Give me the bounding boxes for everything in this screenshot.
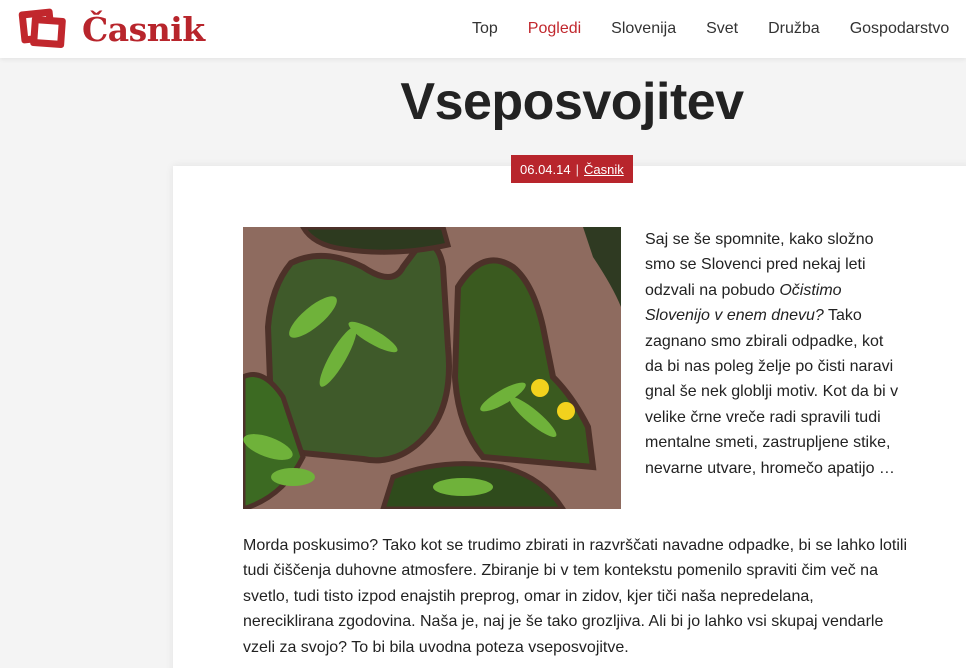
intro-text-end: Tako zagnano smo zbirali odpadke, kot da bi nas poleg želje po čisti naravi gnal še nek globlji motiv. Kot da bi v velike črne vreče radi spravili tudi mentalne smeti, zastrupljene stike, nevarne utvare, hromečo apatijo … (645, 307, 899, 477)
site-header (0, 0, 966, 58)
article-body-paragraph: Morda poskusimo? Tako kot se trudimo zbirati in razvrščati navadne odpadke, bi se lahko lotili tudi čiščenja duhovne atmosfere. Zbiranje bi v tem kontekstu pomenilo spraviti čim več na svetlo, tudi tisto izpod enajstih preprog, omar in zidov, kjer tiči naša nepredelana, nereciklirana zgodovina. Naša je, naj je še tako grozljiva. Ali bi jo lahko vsi skupaj vendarle vzeli za svojo? To bi bila uvodna poteza vseposvojitve. (243, 537, 908, 656)
main-nav (472, 0, 966, 58)
article-date: 06.04.14 (520, 161, 571, 177)
meta-separator: | (575, 161, 579, 177)
article-meta-badge (511, 155, 633, 183)
article-intro (645, 227, 905, 481)
nav-item-druzba[interactable]: Družba (768, 20, 820, 37)
nav-item-top[interactable]: Top (472, 20, 498, 37)
nav-item-svet[interactable]: Svet (706, 20, 739, 37)
article-author-link[interactable]: Časnik (584, 161, 624, 177)
article-title: Vseposvojitev (400, 73, 744, 131)
article-image (243, 227, 621, 509)
intro-text-start: Saj se še spomnite, kako složno smo se Slovenci pred nekaj leti odzvali na pobudo (645, 231, 874, 299)
nav-item-gospodarstvo[interactable]: Gospodarstvo (849, 20, 950, 37)
logo-text: Časnik (82, 9, 205, 49)
nav-item-pogledi[interactable]: Pogledi (527, 20, 582, 37)
nav-item-slovenija[interactable]: Slovenija (611, 20, 677, 37)
logo-icon (20, 8, 70, 50)
site-logo[interactable] (20, 8, 205, 50)
intro-emphasis: Očistimo Slovenijo v enem dnevu? (645, 281, 842, 325)
article-image-graphic (243, 227, 621, 509)
